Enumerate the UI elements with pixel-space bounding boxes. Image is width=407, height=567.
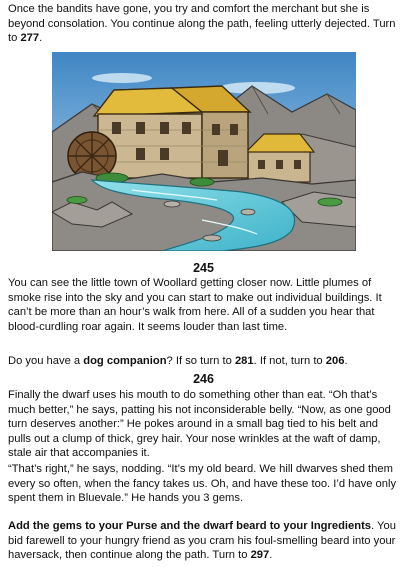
section-246-body-1: Finally the dwarf uses his mouth to do something other than eat. “Oh that’s much better,” he says, patting his not inconsiderable belly. “Now, as one good turn deserves another:” He pokes around in a small bag tied to his belt and pulls out a clump of thick, grey hair. Your nose wrinkles at the waft of damp, stale air that accompanies it. <box>8 389 391 460</box>
turn-206-link[interactable]: 206 <box>325 355 345 367</box>
turn-281-link[interactable]: 281 <box>234 355 254 367</box>
intro-text: Once the bandits have gone, you try and comfort the merchant but she is beyond consolation. You continue along the path, feeling utterly dejected. Turn to <box>8 3 396 45</box>
dog-companion-term: dog companion <box>83 355 167 367</box>
watermill-illustration <box>52 52 356 251</box>
instruction-bold: Add the gems to your Purse and the dwarf beard to your Ingredients <box>8 520 372 532</box>
watermill-icon <box>52 52 356 251</box>
section-245-body: You can see the little town of Woollard getting closer now. Little plumes of smoke rise into the sky and you can start to make out individual buildings. It can’t be more than an hour’s walk from here. All of a sudden you hear that blood-curdling roar again. It seems louder than last time. <box>8 277 382 333</box>
section-number-245: 245 <box>193 261 214 275</box>
section-number-246: 246 <box>193 372 214 386</box>
turn-297-link[interactable]: 297 <box>250 549 270 562</box>
section-246-instruction: Add the gems to your Purse and the dwarf beard to your Ingredients. You bid farewell to your hungry friend as you cram his foul-smelling beard into your haversack, then continue along the path. Turn to 297. <box>8 520 396 562</box>
intro-turn-link[interactable]: 277 <box>20 32 40 45</box>
intro-paragraph: Once the bandits have gone, you try and comfort the merchant but she is beyond consolation. You continue along the path, feeling utterly dejected. Turn to 277. <box>8 3 396 45</box>
section-246-body-2: “That’s right,” he says, nodding. “It’s my old beard. We hill dwarves shed them every so often, when the fancy takes us. Oh, and have these too. I’d have only spent them in Bluevale.” He hands you 3 gems. <box>8 463 397 505</box>
section-245-question: Do you have a dog companion? If so turn to 281. If not, turn to 206. <box>8 355 348 367</box>
